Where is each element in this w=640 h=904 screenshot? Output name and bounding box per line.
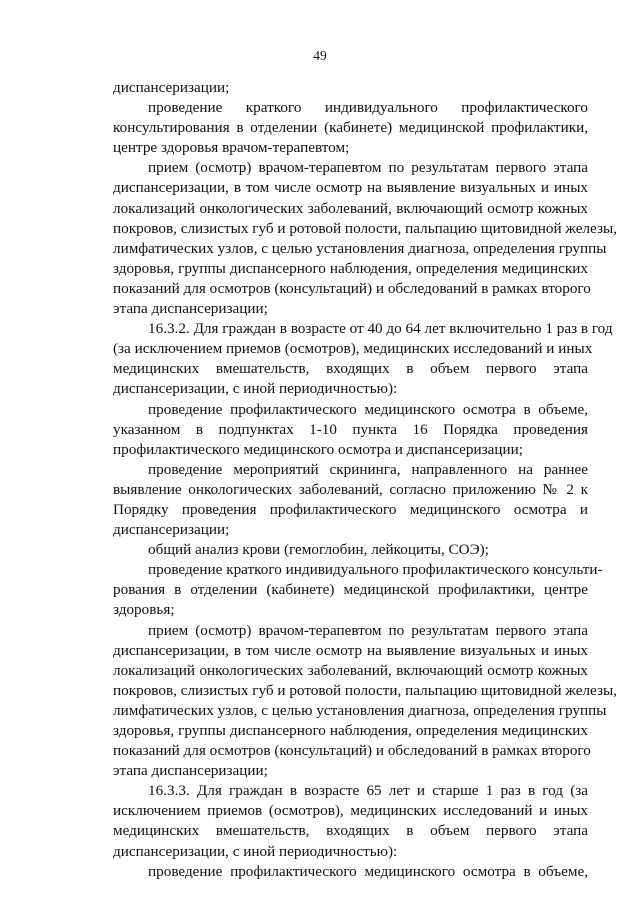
text-line: общий анализ крови (гемоглобин, лейкоциты, СОЭ); <box>148 541 489 559</box>
text-line: проведение профилактического медицинского осмотра в объеме, <box>148 400 588 418</box>
text-line: консультирования в отделении (кабинете) медицинской профилактики, <box>113 119 588 137</box>
text-line: этапа диспансеризации; <box>113 300 268 318</box>
page-number: 49 <box>313 48 327 63</box>
text-line: здоровья; <box>113 601 175 619</box>
text-line: диспансеризации, в том числе осмотр на выявление визуальных и иных <box>113 641 588 659</box>
text-line: указанном в подпунктах 1-10 пункта 16 Порядка проведения <box>113 420 588 438</box>
text-line: показаний для осмотров (консультаций) и обследований в рамках второго <box>113 742 591 760</box>
text-line: выявление онкологических заболеваний, согласно приложению № 2 к <box>113 480 588 498</box>
text-line: (за исключением приемов (осмотров), медицинских исследований и иных <box>113 340 593 358</box>
text-line: профилактического медицинского осмотра и диспансеризации; <box>113 440 523 458</box>
text-line: проведение краткого индивидуального профилактического консульти- <box>148 561 603 579</box>
document-body <box>113 78 617 882</box>
text-line: показаний для осмотров (консультаций) и обследований в рамках второго <box>113 279 591 297</box>
text-line: проведение мероприятий скрининга, направленного на раннее <box>148 460 588 478</box>
text-line: диспансеризации; <box>113 79 230 96</box>
text-line: локализаций онкологических заболеваний, включающий осмотр кожных <box>113 199 588 217</box>
text-line: лимфатических узлов, с целью установления диагноза, определения группы <box>113 701 607 719</box>
text-line: Порядку проведения профилактического медицинского осмотра и <box>113 500 588 518</box>
text-line: исключением приемов (осмотров), медицинских исследований и иных <box>113 802 588 820</box>
text-line: прием (осмотр) врачом-терапевтом по результатам первого этапа <box>148 159 588 177</box>
text-line: диспансеризации, с иной периодичностью): <box>113 380 398 398</box>
text-line: медицинских вмешательств, входящих в объем первого этапа <box>113 822 588 840</box>
text-line: диспансеризации, в том числе осмотр на выявление визуальных и иных <box>113 179 588 197</box>
text-line: проведение краткого индивидуального профилактического <box>148 99 588 117</box>
text-line: лимфатических узлов, с целью установления диагноза, определения группы <box>113 239 607 257</box>
text-line: диспансеризации; <box>113 521 230 539</box>
text-line: покровов, слизистых губ и ротовой полости, пальпацию щитовидной железы, <box>113 219 617 237</box>
text-line: центре здоровья врачом-терапевтом; <box>113 139 350 157</box>
text-line: 16.3.2. Для граждан в возрасте от 40 до 64 лет включительно 1 раз в год <box>148 320 613 338</box>
text-line: локализаций онкологических заболеваний, включающий осмотр кожных <box>113 661 588 679</box>
text-line: здоровья, группы диспансерного наблюдения, определения медицинских <box>113 722 588 739</box>
text-line: 16.3.3. Для граждан в возрасте 65 лет и старше 1 раз в год (за <box>148 782 588 800</box>
text-line: медицинских вмешательств, входящих в объем первого этапа <box>113 360 588 378</box>
text-line: рования в отделении (кабинете) медицинской профилактики, центре <box>113 581 588 599</box>
text-line: здоровья, группы диспансерного наблюдения, определения медицинских <box>113 259 588 277</box>
text-line: прием (осмотр) врачом-терапевтом по результатам первого этапа <box>148 621 588 639</box>
text-line: диспансеризации, с иной периодичностью): <box>113 842 398 860</box>
text-line: этапа диспансеризации; <box>113 762 268 780</box>
text-line: покровов, слизистых губ и ротовой полости, пальпацию щитовидной железы, <box>113 681 617 699</box>
text-line: проведение профилактического медицинского осмотра в объеме, <box>148 862 588 880</box>
